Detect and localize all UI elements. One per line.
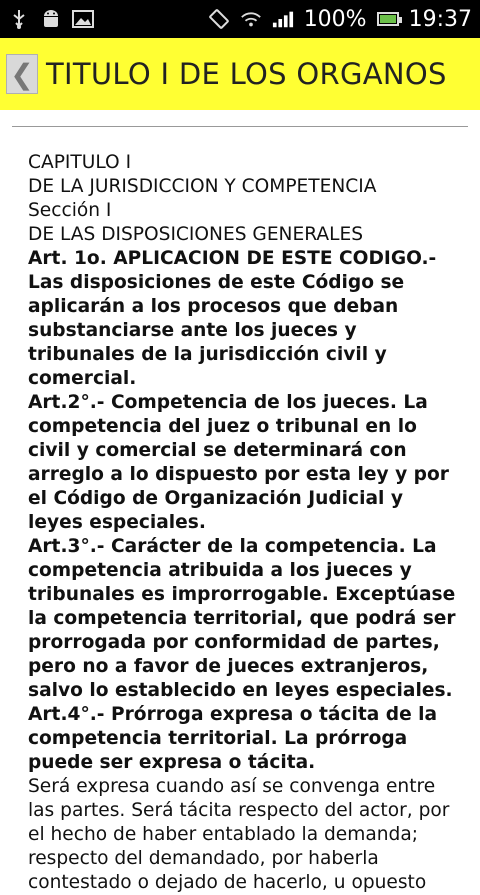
- back-chevron-icon: ❮: [10, 57, 34, 91]
- signal-icon: [272, 8, 294, 30]
- content-paragraph: Art.3°.- Carácter de la competencia. La competencia atribuida a los jueces y tribunales es improrrogable. Exceptúase la competencia territorial, que podrá ser prorrogada por conformidad de partes, pero no a favor de jueces extranjeros, salvo lo establecido en leyes especiales.: [28, 536, 456, 701]
- battery-icon: [377, 8, 399, 30]
- usb-icon: [8, 8, 30, 30]
- content-paragraph: DE LA JURISDICCION Y COMPETENCIA: [28, 176, 377, 197]
- android-icon: [40, 8, 62, 30]
- content-paragraph: Art.2°.- Competencia de los jueces. La competencia del juez o tribunal en lo civil y comercial se determinará con arreglo a lo dispuesto por esta ley y por el Código de Organización Judicial y leyes especiales.: [28, 392, 449, 533]
- app-bar: [0, 38, 480, 110]
- content-paragraph: CAPITULO I: [28, 152, 132, 173]
- content-paragraph: DE LAS DISPOSICIONES GENERALES: [28, 224, 364, 245]
- battery-percent: 100%: [303, 6, 367, 32]
- page-title: TITULO I DE LOS ORGANOS: [46, 57, 447, 91]
- wifi-icon: [240, 8, 262, 30]
- document-body: [0, 127, 480, 895]
- content-paragraph: Art. 1o. APLICACION DE ESTE CODIGO.- Las disposiciones de este Código se aplicarán a los procesos que deban substanciarse ante los jueces y tribunales de la jurisdicción civil y comercial.: [28, 248, 437, 389]
- image-icon: [72, 8, 94, 30]
- status-bar-right: [208, 7, 472, 32]
- rotate-icon: [208, 8, 230, 30]
- clock: 19:37: [408, 6, 472, 32]
- content-paragraph: Sección I: [28, 200, 112, 221]
- content-paragraph: Art.4°.- Prórroga expresa o tácita de la competencia territorial. La prórroga puede ser expresa o tácita.: [28, 704, 438, 773]
- status-bar-left: [8, 8, 94, 30]
- status-bar: [0, 0, 480, 38]
- back-button[interactable]: [6, 54, 38, 94]
- content-paragraph: Será expresa cuando así se convenga entre las partes. Será tácita respecto del actor, por el hecho de haber entablado la demanda; respecto del demandado, por haberla contestado o dejado de hacerlo, u opuesto: [28, 776, 450, 893]
